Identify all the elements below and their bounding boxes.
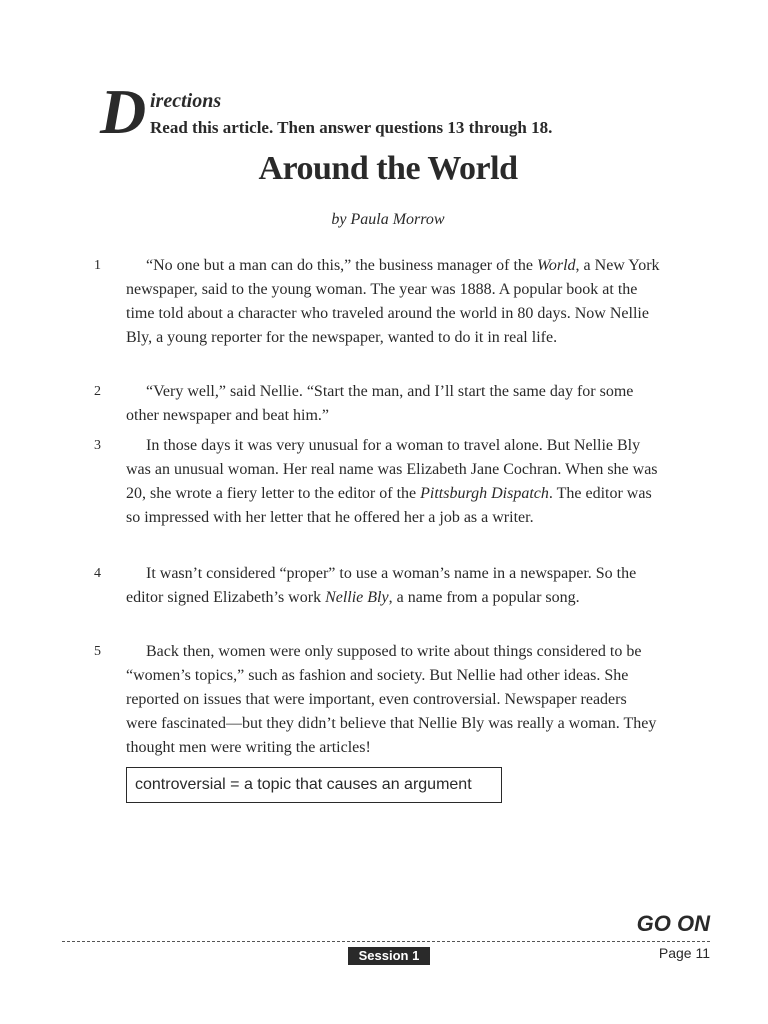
article-paragraph (126, 562, 660, 610)
vocabulary-box: controversial = a topic that causes an argument (126, 767, 502, 803)
directions-block (100, 76, 700, 154)
paragraph-text: , a name from a popular song. (388, 589, 580, 606)
paragraph-number: 5 (94, 644, 101, 659)
session-badge: Session 1 (348, 947, 430, 965)
paragraph-text: , a New York newspaper, said to the young woman. The year was 1888. A popular book at the time told about a character who traveled around the world in 80 days. Now Nellie Bly, a young reporter for the newspaper, wanted to do it in real life. (126, 257, 660, 346)
article-paragraph (126, 434, 660, 530)
paragraph-number: 2 (94, 384, 101, 399)
directions-drop-cap: D (100, 76, 147, 147)
article-byline: by Paula Morrow (331, 211, 445, 228)
article-paragraph (126, 380, 660, 428)
article-paragraph (126, 640, 660, 760)
paragraph-text: It wasn’t considered “proper” to use a woman’s name in a newspaper. So the editor signed Elizabeth’s work (126, 565, 637, 606)
directions-heading: irections (150, 90, 222, 112)
footer-divider (62, 941, 710, 942)
paragraph-number: 1 (94, 258, 101, 273)
pen-name: Nellie Bly (325, 589, 389, 606)
newspaper-name: World (537, 257, 576, 274)
paragraph-text: “Very well,” said Nellie. “Start the man, and I’ll start the same day for some other newspaper and beat him.” (126, 383, 634, 424)
paragraph-text: In those days it was very unusual for a woman to travel alone. But Nellie Bly was an unusual woman. Her real name was Elizabeth Jane Cochran. When she was 20, she wrote a fiery letter to the editor of the (126, 437, 658, 502)
newspaper-name: Pittsburgh Dispatch (420, 485, 549, 502)
paragraph-number: 4 (94, 566, 101, 581)
go-on-label: GO ON (636, 911, 710, 936)
paragraph-text: “No one but a man can do this,” the business manager of the (146, 257, 537, 274)
paragraph-text: . The editor was so impressed with her letter that he offered her a job as a writer. (126, 485, 652, 526)
paragraph-number: 3 (94, 438, 101, 453)
article-title: Around the World (258, 150, 518, 187)
article-paragraph (126, 254, 660, 350)
paragraph-text: Back then, women were only supposed to write about things considered to be “women’s topics,” such as fashion and society. But Nellie had other ideas. She reported on issues that were important, even controversial. Newspaper readers were fascinated—but they didn’t believe that Nellie Bly was really a woman. They thought men were writing the articles! (126, 643, 657, 756)
page-number: Page 11 (658, 945, 710, 961)
directions-instruction: Read this article. Then answer questions 13 through 18. (150, 118, 553, 137)
